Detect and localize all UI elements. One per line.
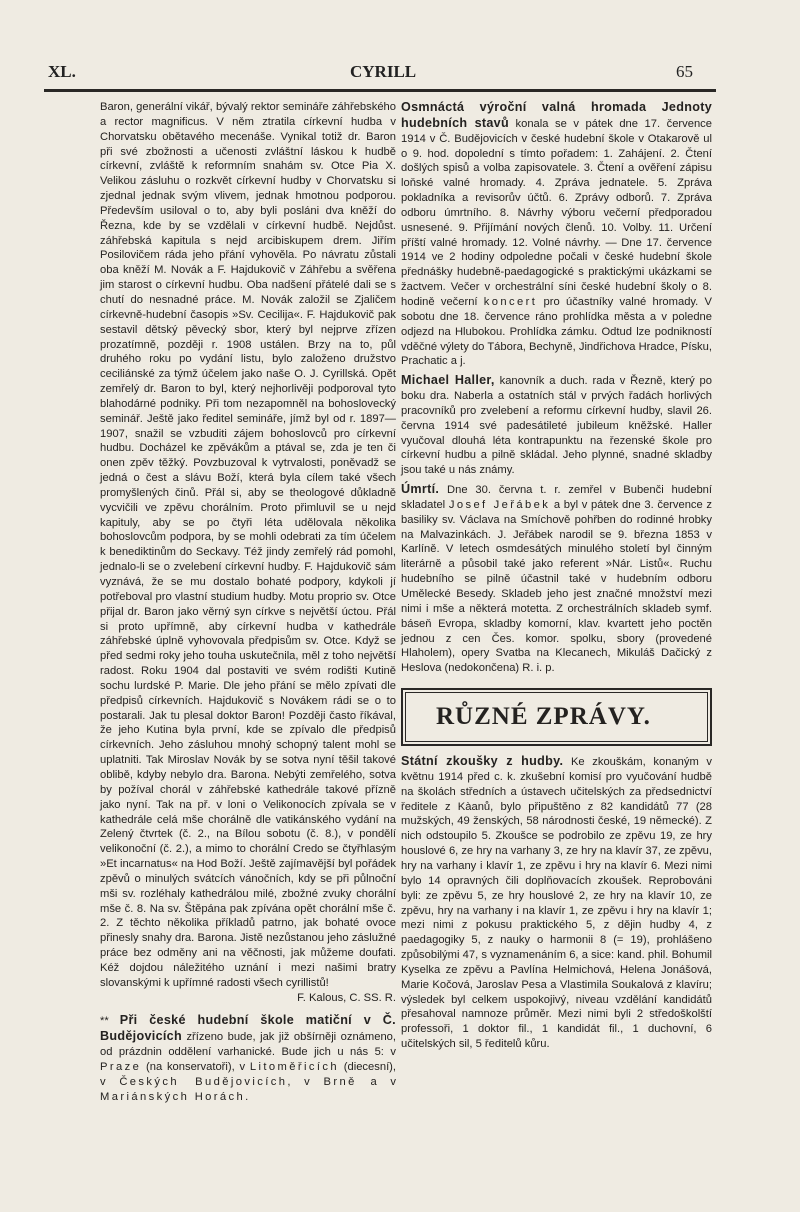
exams-heading: Státní zkoušky z hudby. xyxy=(401,754,564,769)
note-text: , v xyxy=(287,1075,324,1088)
obituary-text: Dne 30. června t. r. zemřel v Bubenči hudební skladatel xyxy=(401,484,712,511)
meeting-text: konala se v pátek dne 17. července 1914 v Č. Budějovicích v české hudební škole v Otakarově ul o 9. hod. dopolední s tímto pořadem: 1. Zahájení. 2. Čtení došlých spisů a volba zapisovatele. 3. Čtení a ověření zápisu loňské valné hromady. 4. Zpráva jednatele. 5. Zpráva pokladníka a revisorův účtů. 6. Zprávy odborů. 7. Zpráva odboru úmrtního. 8. Návrhy výboru večerní předporadou usnesené. 9. Přijímání nových členů. 10. Volby. 11. Určení příští valné hromady. 12. Volné návrhy. — Dne 17. července 1914 ve 2 hodiny odpoledne počali v české hudební škole přednášky hudebně-paedagogické s praktickými ukázkami se žactvem. Večer v orchestrální síni české hudební školy o 8. hodině večerní xyxy=(401,117,712,308)
note-heading: Při české hudební škole matiční v Č. Budějovicích xyxy=(100,1013,396,1044)
journal-title: CYRILL xyxy=(350,62,417,81)
note-text: zřízeno bude, jak již obšírněji oznámeno, od prázdnin oddělení varhanické. Bude jich u nás 5: v xyxy=(100,1031,396,1059)
volume-number: XL. xyxy=(48,62,76,81)
obituary-baron-text: Baron, generální vikář, bývalý rektor semináře záhřebského a rector magnificus. V něm ztratila církevní hudba v Chorvatsku obětavého mecenáše. Vynikal totiž dr. Baron při své zbožnosti a učenosti zvláštní láskou k hudbě církevní, zvláště k reformním snahám sv. Otce Pia X. Velikou zásluhu o rozkvět církevní hudby v Chorvatsku si zjednal jednak svým vlivem, jednak hmotnou podporou. Především usiloval o to, aby byli posláni dva kněží do Řezna, kde by se vzdělali v církevní hudbě. Nejdůst. záhřebská kapitula s nejd arcibiskupem drem. Jiřím Posilovičem ráda jeho přání vyhověla. Po návratu zůstali oba kněží M. Novák a F. Hajdukovič v Záhřebu a svěřena jim starost o církevní hudbu. Oba nadšení přátelé dali se s chutí do nesnadné práce. M. Novák založil se Zjaličem církevně-hudební časopis »Sv. Cecilija«. F. Hajdukovič pak sestavil dětský pěvecký sbor, který byl nejprve zřízen prozatímně, později r. 1908 ustálen. Brzy na to, půl druhého roku po vydání listu, bylo založeno družstvo ceciliánské za týmž účelem jako naše O. J. Cyrillská. Opět zemřelý dr. Baron to byl, který nejhorlivěji podporoval tyto blahodárné podniky. Při tom nezapomněl na bohoslovecký seminář. Ještě jako ředitel semináře, jímž byl od r. 1897—1907, snažil se vzbuditi zájem bohoslovců pro církevní hudbu. Docházel ke zpěvákům a ptával se, zda je ten či onen zpěv těžký. Povzbuzoval k vytrvalosti, poněvadž se jedná o čest a slávu Boží, která byla cílem také všech promyšlených činů. Přál si, aby se theologové důkladně vycvičili ve zpěvu chorálním. Proto přimluvil se u nejd kapituly, aby se po čtyři léta udělovala několika bohoslovcům podpora, by se mohli odebrati za tím účelem k benediktinům do Seckavy. Též jindy zemřelý rád pomohl, jednalo-li se o zvelebení církevní hudby. F. Hajdukovič sám vyznává, že se mu dostalo bohaté podpory, kdykoli jí potřeboval pro vlastní studium hudby. Motu proprio sv. Otce přijal dr. Baron jako věrný syn církve s největší úctou. Přál si proto upřímně, aby církevní hudba v kathedrále záhřebské úplně vyhovovala předpisům sv. Otce. Když se před sedmi roky jeho touha uskutečnila, měl z toho největší radost. Roku 1904 dal postaviti ve svém rodišti Kutině sochu lurdské P. Marie. Dle jeho přání se mělo zpívati dle předpisů církevních. Hajdukovič s Novákem rádi se o to postarali. Jak tu plesal doktor Baron! Později často říkával, že jeho Kutina byla první, kde se zpívalo dle předpisů církevních. Jeho zásluhou mnohý schopný talent mohl se uplatniti. Tak Miroslav Novák by se sotva nyní těšil takové oblibě, kdyby nebylo dra. Barona. Nebýti zemřelého, sotva by požíval chorál v záhřebské kathedrále takové přízně jako nyní. Tak na př. v loni o Velikonocích zpívala se v kathedrále celá mše chorálně dle vatikánského vydání na Zelený čtvrtek (č. 2., na Bílou sobotu (č. 8.), v pondělí velikonoční (č. 2.), a mimo to chorální Credo se čtyřhlasým »Et incarnatus« na Hod Boží. Ještě zajímavější byl pořádek zpěvů o minulých svátcích vánočních, kdy se při půlnoční mši sv. rozléhaly kathedrálou milé, zbožné zvuky chorální mše č. 8. Na sv. Štěpána pak zpívána opět chorální mše č. 2. Z těchto několika příkladů patrno, jak bohaté ovoce přinesly snahy dra. Barona. Jistě nezůstanou jeho záslužné práce bez odměny ani na věčnosti, jak můžeme doufati. Kéž dojdou náležitého uznání i mezi našimi bratry slovanskými k upřímné radosti všech cyrillistů! xyxy=(100,101,396,989)
obituary-heading: Úmrtí. xyxy=(401,482,440,497)
section-title-box xyxy=(401,688,712,746)
header-rule xyxy=(44,89,716,92)
note-text: a v xyxy=(356,1075,396,1088)
organ-department-note xyxy=(100,1013,396,1104)
section-title: RŮZNÉ ZPRÁVY. xyxy=(405,692,708,742)
exams-item xyxy=(401,754,712,1052)
composer-name: Josef Jeřábek xyxy=(448,498,551,511)
haller-text: kanovník a duch. rada v Řezně, který po boku dra. Naberla a ostatních stál v prvých řadách horlivých pracovníků pro zvelebení a reformu církevní hudby, slavil 26. června 1914 své padesátileté jubileum kněžské. Haller vyučoval dlouhá léta kontrapunktu na řezenské škole pro církevní hudbu a pilně skládal. Jeho plynné, snadné skladby jsou také u nás známy. xyxy=(401,375,713,477)
meeting-heading: Osmnáctá výroční valná hromada Jednoty hudebních stavů xyxy=(401,100,712,130)
obituary-text: a byl v pátek dne 3. července z basiliky sv. Václava na Smíchově pohřben do rodinné hrobky na Malvazinkách. J. Jeřábek narodil se 9. března 1853 v Karlíně. V letech osmdesátých minulého století byl činným literárně a působil také jako referent »Nár. Listů«. Ruchu hudebního se pilně účastnil také v hudebním odboru Umělecké Besedy. Skladeb jeho jest značné množství mezi nimi i mše a některá motetta. Z orchestrálních skladeb symf. báseň Evropa, skladby komorní, klav. kvartett jeho poctěn jednou z cen Čes. komor. spolku, sbory (provedené Hlaholem), opery Svatba na Klecanech, Mikuláš Dačický z Heslova (nedokončena) R. i. p. xyxy=(401,498,712,675)
page-number: 65 xyxy=(676,62,693,81)
city-name: Praze xyxy=(100,1061,142,1073)
note-marker: ** xyxy=(100,1015,120,1028)
city-name: Litoměřicích xyxy=(249,1061,339,1073)
city-name: Brně xyxy=(323,1075,357,1088)
meeting-announcement xyxy=(401,100,712,369)
haller-heading: Michael Haller, xyxy=(401,373,495,388)
obituary-item xyxy=(401,482,712,676)
note-text: (diecesní), v xyxy=(100,1061,397,1088)
exams-text: Ke zkouškám, konaným v květnu 1914 před c. k. zkušební komisí pro vyučování hudbě na školách středních a ústavech učitelských za předsednictví ředitele z Kàanů, bylo připuštěno z 82 kandidátů 77 (28 mužských, 49 ženských, 58 národnosti české, 19 německé). Z nich odstoupilo 5. Zkoušce se podrobilo ze zpěvu 19, ze hry houslové 6, ze hry na varhany 3, ze hry na klavír 37, ze zpěvu, hry na varhany i klavír 1, ze zpěvu i hry na klavír 6. Mezi nimi bylo 14 opravných čili doplňovacích zkoušek. Reprobováni byli: ze zpěvu 5, ze hry houslové 2, ze hry na klavír 10, ze zpěvu, hry na varhany i na klavír 1, ze zpěvu i hry na klavír 1; mezi nimi z pokusu praktického 5, z dějin hudby 4, z paedagogiky 5, z nauky o harmonii 8 (= 19), prohlášeno způsobilými 47, s vyznamenáním 6, a sice: kand. phil. Bohumil Kyselka ze zpěvu a Pavlína Helmichová, Helena Jonášová, Marie Kočová, Jaroslav Pesa a Vlastimila Soukalová z klavíru; výsledek byl celkem uspokojivý, niveau vzdělání kandidátů přesahoval namnoze průměr. Mezi nimi byli 2 středoškolští professoři, 1 doktor fil., 1 kandidát fil., 1 duchovní, 6 učitelských sil, 5 ředitelů kůru. xyxy=(401,756,713,1051)
article-signature: F. Kalous, C. SS. R. xyxy=(297,991,396,1004)
city-name: Mariánských Horách xyxy=(100,1090,246,1103)
right-column xyxy=(401,100,712,1052)
concert-word: koncert xyxy=(483,295,538,308)
note-text: . xyxy=(245,1090,249,1103)
note-text: (na konservatoři), v xyxy=(141,1061,250,1073)
meeting-text: pro účastníky valné hromady. V sobotu dne 18. července ráno prohlídka města a v poledne odjezd na Hlubokou. Prohlídka zámku. Odtud lze podnikností vděčné výlety do Tábora, Bechyně, Jindřichova Hradce, Písku, Prachatic a j. xyxy=(401,295,713,368)
left-column xyxy=(100,100,396,1105)
haller-item xyxy=(401,373,712,478)
city-name: Českých Budějovicích xyxy=(119,1075,288,1088)
